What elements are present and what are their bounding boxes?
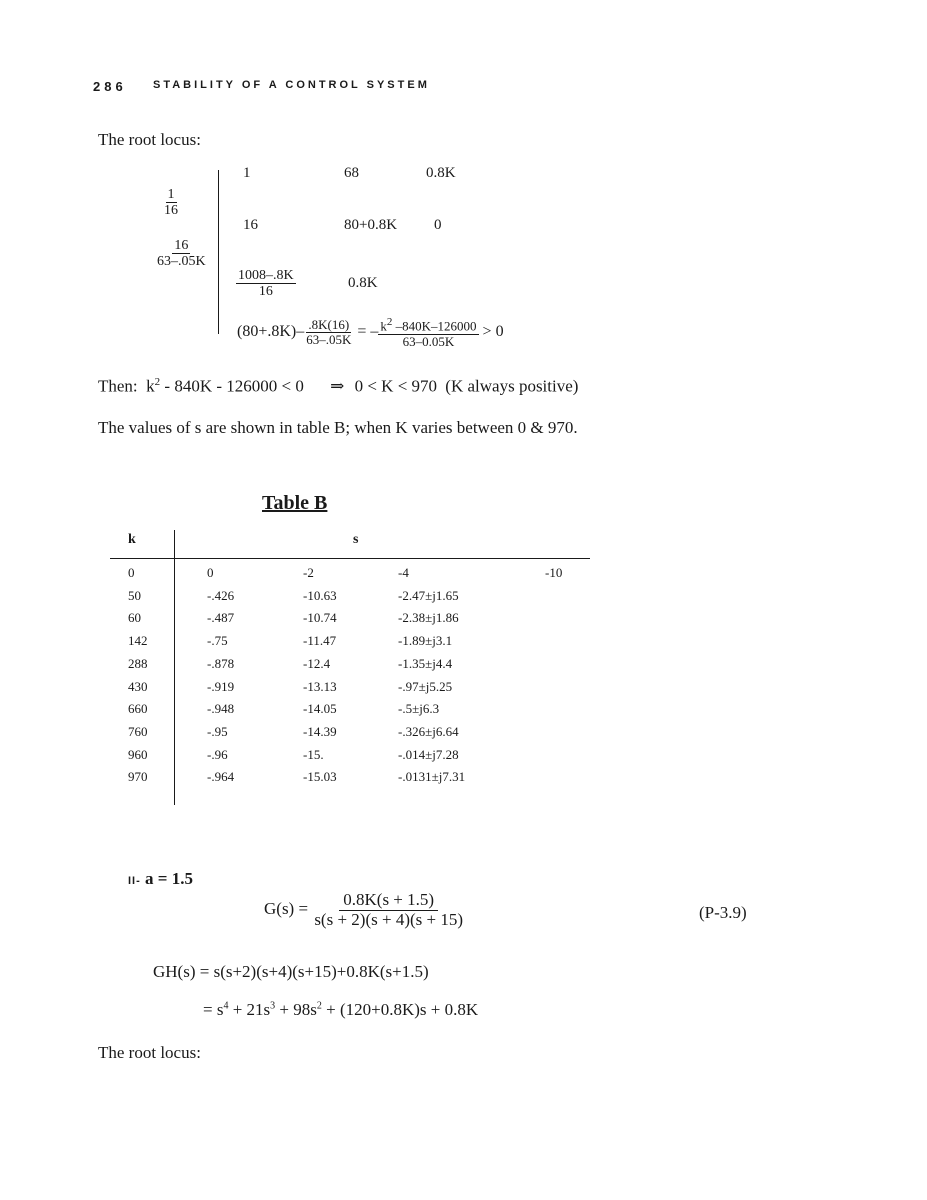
section-heading: II- a = 1.5: [128, 869, 193, 888]
gh-equation: GH(s) = s(s+2)(s+4)(s+15)+0.8K(s+1.5): [153, 962, 429, 981]
table-cell: -15.: [303, 746, 324, 762]
routh-r2-c3: 0: [434, 217, 442, 233]
table-vertical-rule: [174, 530, 175, 805]
running-header: STABILITY OF A CONTROL SYSTEM: [153, 79, 430, 91]
table-cell: -2.38±j1.86: [398, 610, 459, 626]
routh-r4: (80+.8K)– $\frac{.8K(16)}{63-.05K}$ = – $\frac{k^2 -840K-126000}{63-0.05K}$ > 0: [237, 316, 504, 349]
table-header-k: k: [128, 532, 136, 547]
routh-r1-c1: 1: [243, 165, 251, 181]
gs-equation: G(s) = $\frac{0.8K(s + 1.5)}{s(s + 2)(s + 4)(s + 15)}$: [264, 890, 464, 929]
outro-text: The root locus:: [98, 1043, 201, 1062]
table-cell: -13.13: [303, 678, 337, 694]
table-cell: -.75: [207, 633, 228, 649]
table-cell: -.97±j5.25: [398, 678, 453, 694]
table-cell: -.014±j7.28: [398, 746, 459, 762]
routh-r1-c3: 0.8K: [426, 165, 456, 181]
table-header-s: s: [353, 532, 359, 547]
table-cell: -.964: [207, 769, 235, 785]
table-cell: -10: [545, 565, 563, 580]
table-cell: -.5±j6.3: [398, 701, 440, 717]
table-cell: -10.63: [303, 587, 337, 603]
table-cell: 970: [128, 769, 148, 785]
routh-r2-c2: 80+0.8K: [344, 217, 398, 233]
table-cell: -1.35±j4.4: [398, 655, 453, 671]
table-cell: -2: [303, 565, 314, 580]
table-cell: 430: [128, 678, 148, 694]
table-cell: -.0131±j7.31: [398, 769, 466, 785]
table-cell: -.326±j6.64: [398, 723, 459, 739]
table-cell: 660: [128, 701, 148, 717]
routh-r1-c2: 68: [344, 165, 359, 181]
table-cell: -.96: [207, 746, 228, 762]
table-cell: 760: [128, 723, 148, 739]
intro-text: The root locus:: [98, 130, 201, 149]
values-text: The values of s are shown in table B; when K varies between 0 & 970.: [98, 418, 578, 437]
table-cell: -.426: [207, 587, 235, 603]
characteristic-polynomial: = $s^4 + 21s^3 + 98s^2 + (120+0.8K)s + 0.8K$: [203, 1000, 479, 1019]
table-cell: 960: [128, 746, 148, 762]
table-cell: -14.39: [303, 723, 337, 739]
routh-r3-c1: $\frac{1008-.8K}{16}$: [238, 268, 294, 300]
table-cell: -2.47±j1.65: [398, 587, 459, 603]
routh-multiplier-1: $\frac{1}{16}$: [164, 187, 178, 219]
table-cell: -14.05: [303, 701, 337, 717]
table-cell: -12.4: [303, 655, 331, 671]
table-cell: 288: [128, 655, 148, 671]
table-title: Table B: [262, 492, 328, 514]
then-line: Then: $k^2 - 840K - 126000 < 0$ ⇒ 0 < K < 970 (K always positive): [98, 376, 579, 396]
routh-r3-c2: 0.8K: [348, 275, 378, 291]
table-cell: -10.74: [303, 610, 337, 626]
table-cell: -1.89±j3.1: [398, 633, 453, 649]
table-cell: 0: [207, 565, 214, 580]
page-number: 286: [93, 79, 127, 94]
table-horizontal-rule: [110, 558, 590, 559]
table-cell: 50: [128, 587, 141, 603]
routh-divider: [218, 170, 219, 334]
table-cell: 0: [128, 565, 135, 580]
table-cell: -15.03: [303, 769, 337, 785]
equation-reference: (P-3.9): [699, 903, 747, 922]
table-cell: -11.47: [303, 633, 337, 649]
table-cell: 60: [128, 610, 141, 626]
table-cell: -.948: [207, 701, 235, 717]
table-cell: -4: [398, 565, 409, 580]
routh-multiplier-2: $\frac{16}{63-.05K}$: [157, 238, 206, 270]
table-cell: -.878: [207, 655, 235, 671]
table-cell: -.487: [207, 610, 235, 626]
routh-r2-c1: 16: [243, 217, 258, 233]
table-cell: -.919: [207, 678, 235, 694]
table-cell: 142: [128, 633, 148, 649]
table-cell: -.95: [207, 723, 228, 739]
